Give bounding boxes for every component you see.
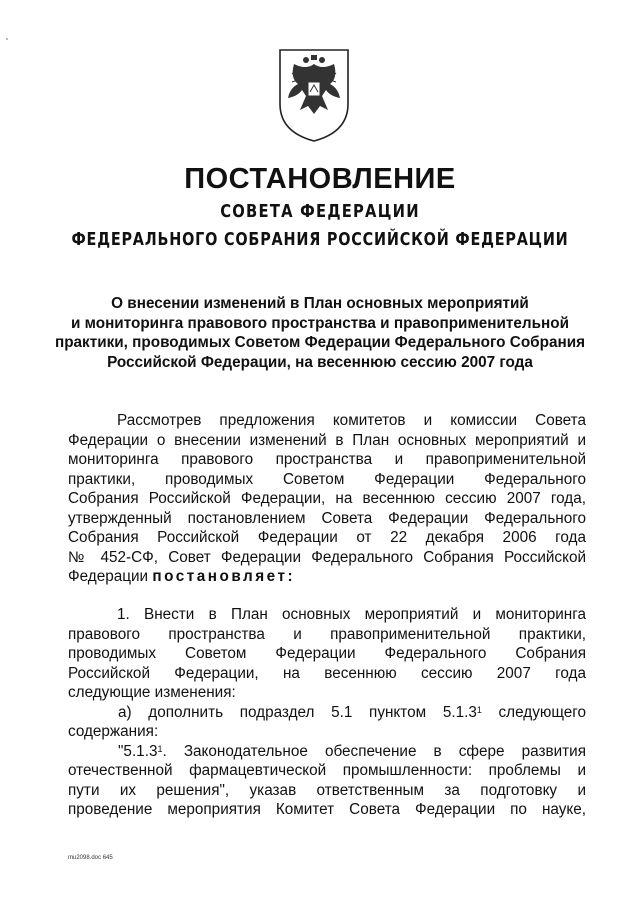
paragraph-line: практики, проводимых Советом Федерации Федерального	[68, 470, 586, 488]
preamble-paragraph	[68, 411, 586, 587]
issuer-line-1: СОВЕТА ФЕДЕРАЦИИ	[220, 201, 420, 222]
paragraph-line: Собрания Российской Федерации от 22 декабря 2006 года	[68, 529, 586, 546]
paragraph-line: утвержденный постановлением Совета Федерации Федерального	[68, 509, 586, 527]
file-reference-footer: mu2098.doc 645	[68, 855, 113, 861]
paragraph-line: пути их решения", указав ответственным за подготовку и	[68, 781, 586, 799]
quoted-item-line	[68, 742, 586, 762]
quoted-item-number: "5.1.3	[118, 742, 158, 760]
subject-line: Российской Федерации, на весеннюю сессию 2007 года	[107, 353, 533, 371]
paragraph-line: 1. Внести в План основных мероприятий и мониторинга	[117, 606, 586, 623]
document-subject	[50, 294, 590, 372]
scan-speck	[6, 38, 8, 40]
subject-line: практики, проводимых Советом Федерации Федерального Собрания	[54, 334, 586, 351]
subitem-a-text-end: следующего	[481, 703, 586, 721]
superscript: 1	[157, 743, 163, 754]
paragraph-line: правового пространства и правоприменительной практики,	[68, 625, 586, 643]
paragraph-line: проводимых Советом Федерации Федерального Собрания	[68, 645, 586, 662]
quoted-item-text: . Законодательное обеспечение в сфере развития	[162, 742, 586, 760]
paragraph-line: мониторинга правового пространства и правоприменительной	[68, 451, 586, 468]
paragraph-line: отечественной фармацевтической промышленности: проблемы и	[68, 762, 586, 779]
paragraph-line: № 452-СФ, Совет Федерации Федерального Собрания Российской	[68, 548, 586, 566]
paragraph-line-last	[68, 567, 586, 587]
subject-line: и мониторинга правового пространства и правоприменительной	[70, 314, 570, 332]
paragraph-line: Российской Федерации, на весеннюю сессию 2007 года	[68, 664, 586, 682]
issuer-line-2: ФЕДЕРАЛЬНОГО СОБРАНИЯ РОССИЙСКОЙ ФЕДЕРАЦИИ	[71, 229, 569, 250]
paragraph-line: содержания:	[68, 723, 159, 740]
paragraph-line: следующие изменения:	[68, 684, 236, 701]
document-type-title: ПОСТАНОВЛЕНИЕ	[184, 163, 456, 195]
superscript: 1	[476, 704, 482, 715]
coat-of-arms-emblem	[272, 44, 356, 144]
paragraph-line: проведение мероприятия Комитет Совета Федерации по науке,	[68, 801, 586, 818]
subitem-a-line	[68, 703, 586, 723]
paragraph-line: Рассмотрев предложения комитетов и комиссии Совета	[117, 412, 586, 429]
subitem-a-text: а) дополнить подраздел 5.1 пунктом 5.1.3	[118, 703, 477, 721]
item-1-paragraph	[68, 605, 586, 820]
resolves-keyword: постановляет:	[152, 568, 296, 585]
paragraph-line: Федерации о внесении изменений в План основных мероприятий и	[68, 431, 586, 449]
subject-line: О внесении изменений в План основных мероприятий	[111, 295, 529, 312]
paragraph-line: Собрания Российской Федерации, на весеннюю сессию 2007 года,	[68, 490, 586, 507]
resolution-lead: Федерации	[68, 568, 153, 585]
